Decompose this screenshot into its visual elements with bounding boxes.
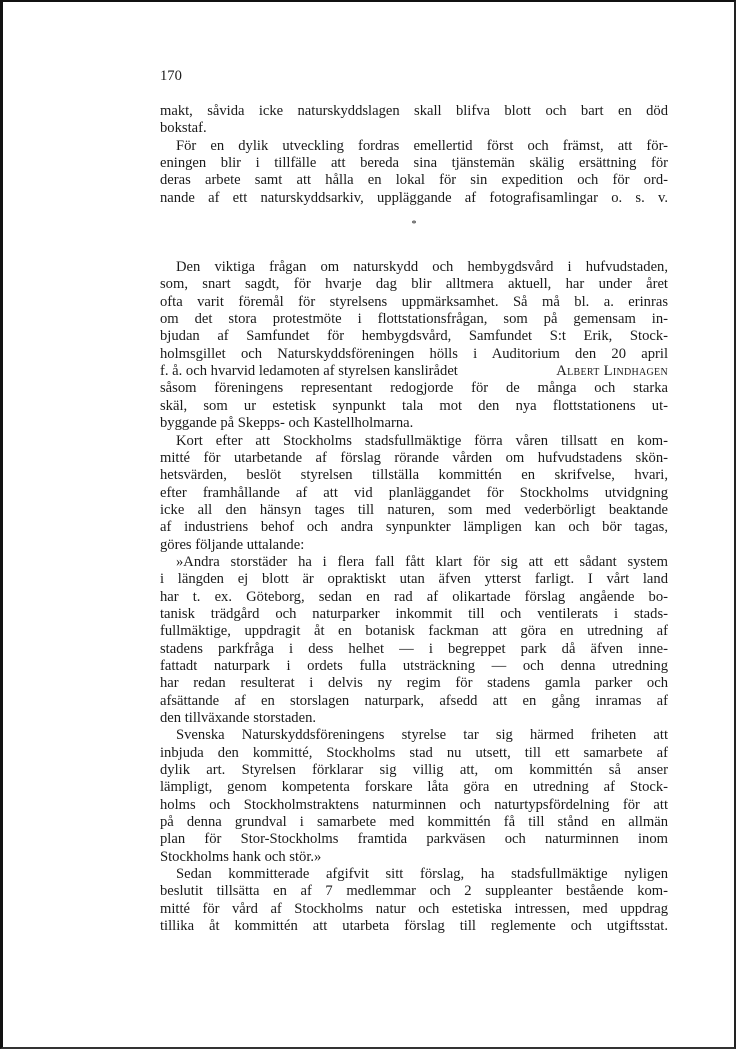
- quoted-paragraph: [160, 727, 668, 866]
- text-line: afsättande af en storslagen naturpark, afsedd att en gång inramas af: [160, 692, 668, 709]
- text-line: Stockholms hank och stör.»: [160, 848, 322, 865]
- text-line: deras arbete samt att hålla en lokal för sin expedition och för ord-: [160, 172, 668, 189]
- paragraph: [160, 433, 668, 554]
- text-line: tanisk trädgård och naturparker inkommit till och ventilerats i stads-: [160, 605, 668, 622]
- text-line: nande af ett naturskyddsarkiv, uppläggande af fotografisamlingar o. s. v.: [160, 189, 668, 206]
- text-line: bokstaf.: [160, 120, 207, 137]
- text-line: fullmäktige, uppdragit åt en botanisk fackman att göra en utredning af: [160, 623, 668, 640]
- text-line: mitté för utarbetande af förslag rörande vården om hufvudstadens skön-: [160, 449, 668, 466]
- text-line: eningen blir i tillfälle att bereda sina tjänstemän skälig ersättning för: [160, 155, 668, 172]
- text-line: byggande på Skepps- och Kastellholmarna.: [160, 415, 414, 432]
- text-line: i längden ej blott är opraktiskt utan äfven ytterst farligt. I vårt land: [160, 571, 668, 588]
- text-line: som, snart sagdt, för hvarje dag blir alltmera aktuell, har under året: [160, 276, 668, 293]
- text-line: Den viktiga frågan om naturskydd och hembygdsvård i hufvudstaden,: [176, 259, 668, 276]
- text-line: För en dylik utveckling fordras emellertid först och främst, att för-: [176, 137, 668, 154]
- text-line: skäl, som ur estetisk synpunkt tala mot den nya flottstationens ut-: [160, 397, 668, 414]
- text-line: om det stora protestmöte i flottstationsfrågan, som på gemensam in-: [160, 311, 668, 328]
- section-separator-asterisk: *: [411, 219, 417, 231]
- text-line: ofta varit föremål för styrelsens uppmärksamhet. Så må bl. a. erinras: [160, 293, 668, 310]
- text-line: plan för Stor-Stockholms framtida parkväsen och naturminnen inom: [160, 831, 668, 848]
- paragraph: [160, 103, 668, 138]
- paragraph: [160, 138, 668, 207]
- text-line: beslutit tillsätta en af 7 medlemmar och 2 suppleanter bestående kom-: [160, 883, 668, 900]
- text-line: tillika åt kommittén att utarbeta förslag till reglemente och utgiftsstat.: [160, 918, 668, 935]
- text-line: har t. ex. Göteborg, sedan en rad af olikartade förslag angående bo-: [160, 588, 668, 605]
- text-line: mitté för vård af Stockholms natur och estetiska intressen, med uppdrag: [160, 900, 668, 917]
- text-line: såsom föreningens representant redogjorde för de många och starka: [160, 380, 668, 397]
- text-line: bjudan af Samfundet för hembygdsvård, Samfundet S:t Erik, Stock-: [160, 328, 668, 345]
- text-line: den tillväxande storstaden.: [160, 710, 317, 726]
- text-line-part: f. å. och hvarvid ledamoten af styrelsen kanslirådet: [160, 363, 458, 380]
- text-line: göres följande uttalande:: [160, 536, 305, 553]
- text-line-with-name: [160, 363, 668, 380]
- text-line: stadens parkfråga i dess helhet — i begreppet park då äfven inne-: [160, 640, 668, 657]
- text-line: har redan resulterat i delvis ny regim för stadens gamla parker och: [160, 675, 668, 692]
- text-line: hetsvärden, beslöt styrelsen tillställa kommittén en skrifvelse, hvari,: [160, 467, 668, 484]
- paragraph: [160, 259, 668, 432]
- quoted-paragraph: [160, 554, 668, 727]
- text-line: makt, såvida icke naturskyddslagen skall blifva blott och bart en död: [160, 103, 668, 119]
- text-line: »Andra storstäder ha i flera fall fått klart för sig att ett sådant system: [176, 553, 668, 570]
- page-body: [160, 68, 668, 935]
- text-line: icke all den hänsyn tages till naturen, som med vederbörligt beaktande: [160, 501, 668, 518]
- text-line: dylik art. Styrelsen förklarar sig villig att, om kommittén så anser: [160, 762, 668, 779]
- text-line: efter framhållande af att vid planläggandet för Stockholms utvidgning: [160, 484, 668, 501]
- text-line: af industriens behof och andra synpunkter lämpligen kan och bör tagas,: [160, 519, 668, 536]
- text-line: fattadt naturpark i ordets fulla utsträckning — och denna utredning: [160, 657, 668, 674]
- person-name-small-caps: Albert Lindhagen: [556, 363, 668, 380]
- text-line: på denna grundval i samarbete med kommittén få till stånd en allmän: [160, 814, 668, 831]
- paragraph: [160, 866, 668, 935]
- text-line: holms och Stockholmstraktens naturminnen och naturtypsfördelning för att: [160, 796, 668, 813]
- text-line: inbjuda den kommitté, Stockholms stad nu utsett, till ett samarbete af: [160, 744, 668, 761]
- text-line: Kort efter att Stockholms stadsfullmäktige förra våren tillsatt en kom-: [176, 432, 668, 449]
- text-line: lämpligt, genom kompetenta forskare låta göra en utredning af Stock-: [160, 779, 668, 796]
- text-line: Svenska Naturskyddsföreningens styrelse tar sig härmed friheten att: [176, 727, 668, 744]
- page-number: 170: [160, 68, 182, 84]
- text-line: holmsgillet och Naturskyddsföreningen hölls i Auditorium den 20 april: [160, 345, 668, 362]
- text-line: Sedan kommitterade afgifvit sitt förslag, ha stadsfullmäktige nyligen: [176, 866, 668, 883]
